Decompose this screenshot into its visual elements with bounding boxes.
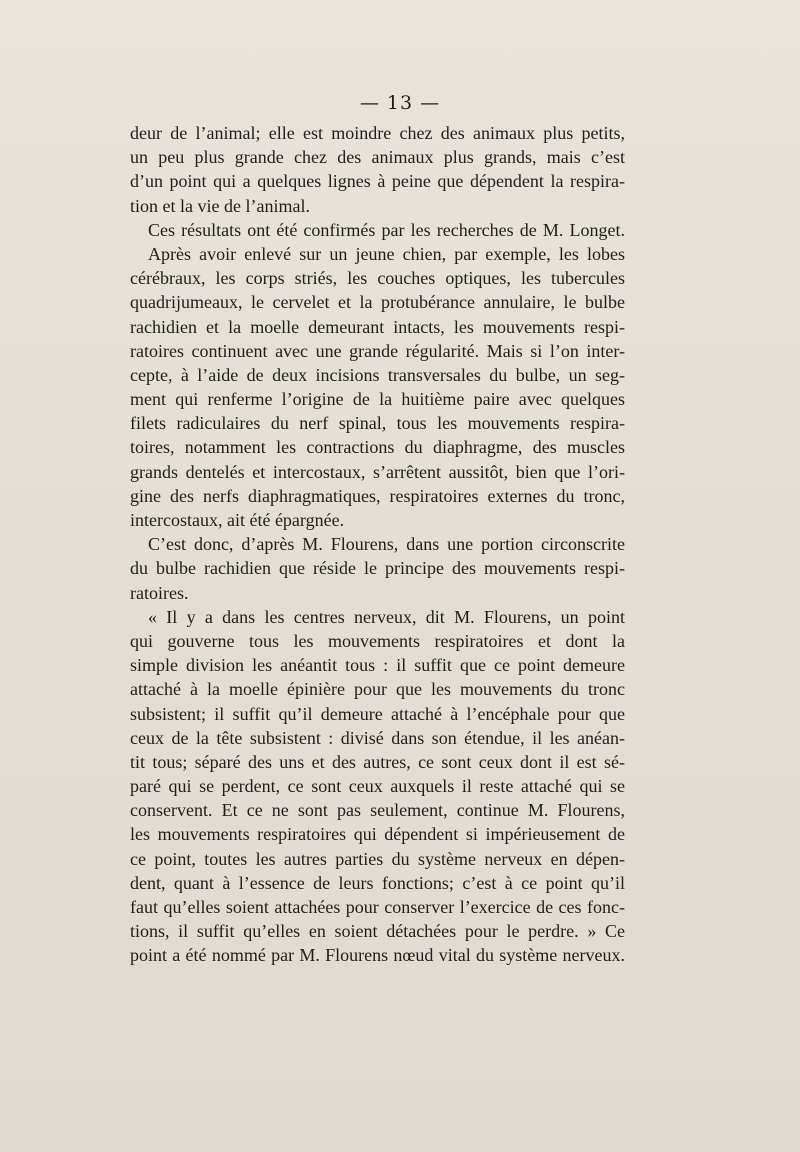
text-line: tions, il suffit qu’elles en soient détachées pour le perdre. » Ce bbox=[130, 921, 625, 942]
text-line: subsistent; il suffit qu’il demeure attaché à l’encéphale pour que bbox=[130, 703, 625, 724]
text-line: cérébraux, les corps striés, les couches optiques, les tubercules bbox=[130, 268, 625, 289]
text-line: dent, quant à l’essence de leurs fonctions; c’est à ce point qu’il bbox=[130, 872, 625, 893]
text-line: ce point, toutes les autres parties du système nerveux en dépen- bbox=[130, 848, 625, 869]
page-number: — 13 — bbox=[359, 92, 441, 114]
text-line: faut qu’elles soient attachées pour conserver l’exercice de ces fonc- bbox=[130, 897, 625, 917]
text-line: attaché à la moelle épinière pour que les mouvements du tronc bbox=[130, 679, 625, 700]
text-line: d’un point qui a quelques lignes à peine que dépendent la respira- bbox=[130, 171, 625, 192]
text-line: ratoires. bbox=[130, 582, 189, 603]
text-line: deur de l’animal; elle est moindre chez des animaux plus petits, bbox=[130, 123, 625, 143]
text-line: qui gouverne tous les mouvements respiratoires et dont la bbox=[130, 630, 625, 651]
text-line: simple division les anéantit tous : il suffit que ce point demeure bbox=[130, 655, 625, 676]
text-line: gine des nerfs diaphragmatiques, respiratoires externes du tronc, bbox=[130, 485, 625, 506]
text-line: ceux de la tête subsistent : divisé dans son étendue, il les anéan- bbox=[130, 727, 625, 748]
text-line: toires, notamment les contractions du diaphragme, des muscles bbox=[130, 437, 625, 458]
text-line: conservent. Et ce ne sont pas seulement, continue M. Flourens, bbox=[130, 800, 625, 821]
text-line: Ces résultats ont été confirmés par les recherches de M. Longet. bbox=[148, 219, 625, 240]
text-line: intercostaux, ait été épargnée. bbox=[130, 510, 345, 530]
text-line: C’est donc, d’après M. Flourens, dans une portion circonscrite bbox=[148, 534, 625, 555]
text-line: Après avoir enlevé sur un jeune chien, par exemple, les lobes bbox=[148, 243, 625, 264]
text-line: paré qui se perdent, ce sont ceux auxquels il reste attaché qui se bbox=[130, 776, 625, 797]
text-line: point a été nommé par M. Flourens nœud vital du système nerveux. bbox=[130, 945, 625, 966]
text-line: ratoires continuent avec une grande régularité. Mais si l’on inter- bbox=[130, 340, 625, 361]
text-line: grands dentelés et intercostaux, s’arrêtent aussitôt, bien que l’ori- bbox=[130, 461, 625, 482]
text-line: « Il y a dans les centres nerveux, dit M. Flourens, un point bbox=[148, 606, 625, 627]
text-line: filets radiculaires du nerf spinal, tous les mouvements respira- bbox=[130, 413, 625, 434]
text-line: un peu plus grande chez des animaux plus grands, mais c’est bbox=[130, 147, 625, 168]
text-line: les mouvements respiratoires qui dépendent si impérieusement de bbox=[130, 824, 625, 845]
text-line: tion et la vie de l’animal. bbox=[130, 195, 310, 216]
text-line: quadrijumeaux, le cervelet et la protubérance annulaire, le bulbe bbox=[130, 292, 625, 313]
text-line: rachidien et la moelle demeurant intacts, les mouvements respi- bbox=[130, 316, 625, 337]
body-text bbox=[130, 121, 625, 968]
text-line: tit tous; séparé des uns et des autres, ce sont ceux dont il est sé- bbox=[130, 751, 625, 772]
text-line: du bulbe rachidien que réside le principe des mouvements respi- bbox=[130, 558, 625, 579]
text-line: ment qui renferme l’origine de la huitième paire avec quelques bbox=[130, 389, 625, 410]
text-line: cepte, à l’aide de deux incisions transversales du bulbe, un seg- bbox=[130, 364, 625, 385]
